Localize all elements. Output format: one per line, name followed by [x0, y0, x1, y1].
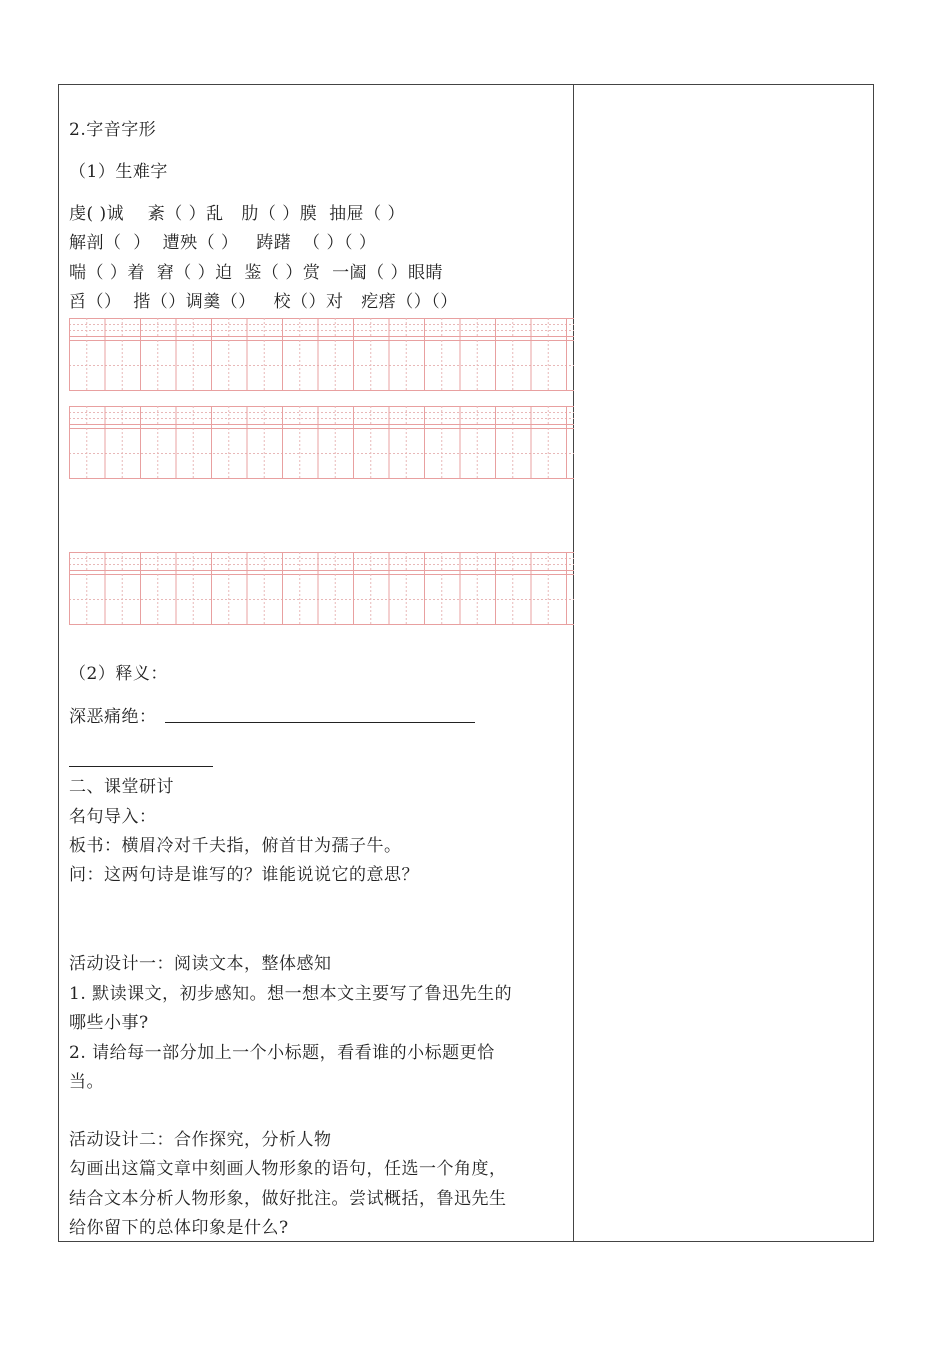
- char-row-1: 虔( )诚 紊（ ）乱 肋（ ）膜 抽屉（ ）: [69, 204, 406, 224]
- activity-2-line: 结合文本分析人物形象，做好批注。尝试概括，鲁迅先生: [69, 1189, 507, 1209]
- char-row-3: 喘（ ）着 窘（ ）迫 鉴（ ）赏 一阖（ ）眼睛: [69, 263, 444, 283]
- activity-1-line: 1. 默读课文，初步感知。想一想本文主要写了鲁迅先生的: [69, 984, 513, 1004]
- subheading-definitions: （2）释义：: [69, 664, 168, 684]
- activity-2-line: 勾画出这篇文章中刻画人物形象的语句，任选一个角度，: [69, 1159, 507, 1179]
- subheading-rare-characters: （1）生难字: [69, 162, 168, 182]
- column-divider: [573, 84, 574, 1242]
- char-row-2: 解剖（ ） 遭殃（ ） 踌躇 （ ）（ ）: [69, 233, 377, 253]
- term-label: 深恶痛绝：: [69, 707, 157, 727]
- activity-1-line: 当。: [69, 1072, 104, 1092]
- question-text: 问：这两句诗是谁写的？谁能说说它的意思？: [69, 865, 419, 885]
- activity-1-line: 哪些小事?: [69, 1013, 149, 1033]
- activity-2-line: 给你留下的总体印象是什么?: [69, 1218, 289, 1238]
- activity-2-title: 活动设计二：合作探究，分析人物: [69, 1130, 332, 1150]
- famous-quote-intro: 名句导入：: [69, 807, 157, 827]
- writing-grid-3[interactable]: [69, 551, 574, 626]
- activity-1-line: 2. 请给每一部分加上一个小标题，看看谁的小标题更恰: [69, 1043, 495, 1063]
- table-frame: [58, 84, 874, 1242]
- answer-line-term[interactable]: [165, 722, 475, 723]
- blackboard-text: 板书：横眉冷对千夫指，俯首甘为孺子牛。: [69, 836, 402, 856]
- activity-1-title: 活动设计一：阅读文本，整体感知: [69, 954, 332, 974]
- section-heading-pronunciation: 2.字音字形: [69, 120, 157, 140]
- writing-grid-2[interactable]: [69, 405, 574, 480]
- section-heading-class-discussion: 二、课堂研讨: [69, 777, 174, 797]
- writing-grid-1[interactable]: [69, 317, 574, 392]
- answer-line-continuation[interactable]: [69, 766, 213, 767]
- char-row-4: 舀（） 揩（）调羹（） 校（）对 疙瘩（）（）: [69, 292, 458, 312]
